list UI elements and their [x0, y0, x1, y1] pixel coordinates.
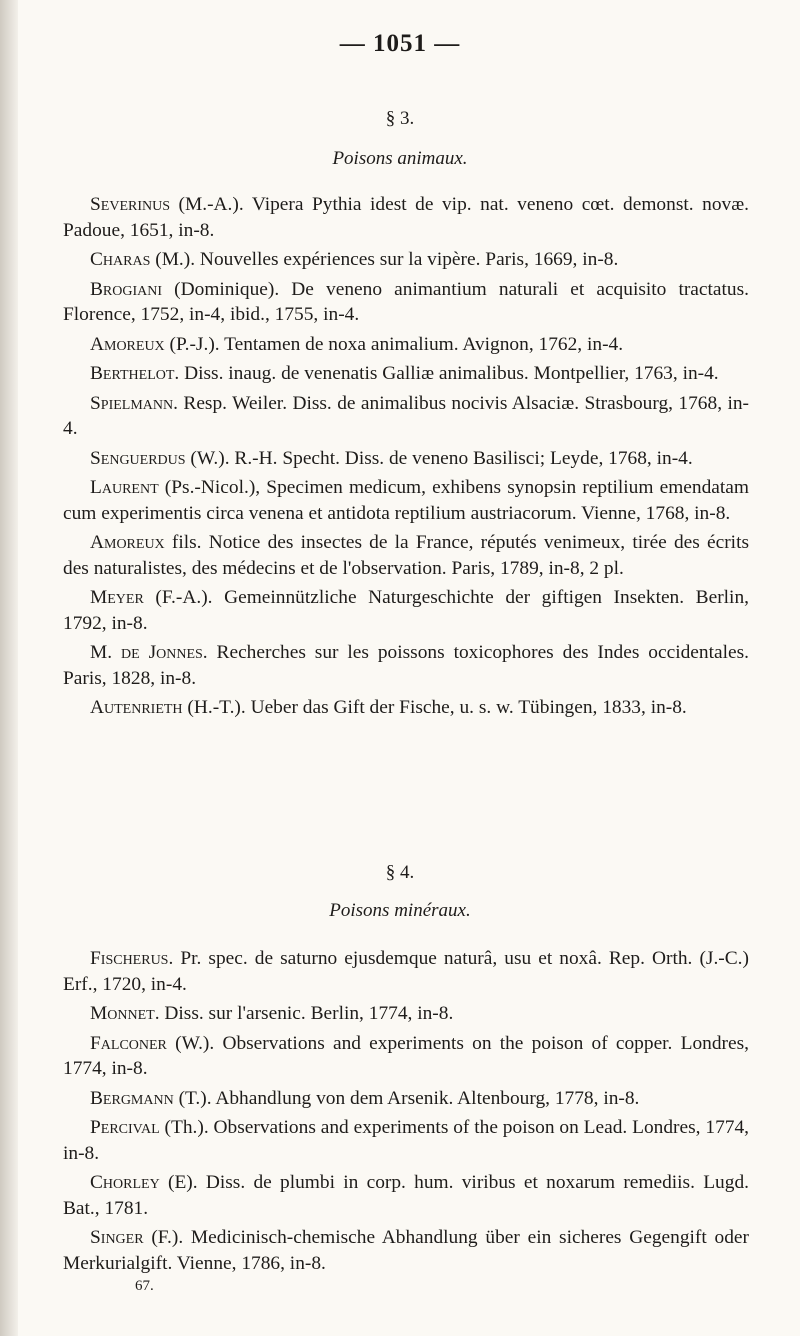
- entry-author: Chorley: [90, 1172, 160, 1193]
- entry-author: Berthelot: [90, 363, 175, 384]
- bibliography-entry: [63, 695, 749, 721]
- section-3-entries: [63, 192, 749, 725]
- entry-text: (F.). Medicinisch-chemische Abhandlung über ein sicheres Gegengift oder Merkurialgift. Vienne, 1786, in-8.: [63, 1227, 749, 1274]
- entry-text: (E). Diss. de plumbi in corp. hum. viribus et noxarum remediis. Lugd. Bat., 1781.: [63, 1172, 749, 1219]
- entry-text: (W.). R.-H. Specht. Diss. de veneno Basilisci; Leyde, 1768, in-4.: [185, 447, 693, 469]
- entry-author: Bergmann: [90, 1087, 174, 1109]
- entry-text: (Dominique). De veneno animantium naturali et acquisito tractatus. Florence, 1752, in-4, ibid., 1755, in-4.: [63, 278, 749, 325]
- entry-text: (P.-J.). Tentamen de noxa animalium. Avignon, 1762, in-4.: [164, 333, 624, 355]
- section-4-entries: [63, 946, 749, 1280]
- entry-author: Brogiani: [90, 278, 163, 300]
- bibliography-entry: [63, 1086, 749, 1112]
- entry-author: Fischerus: [90, 948, 169, 969]
- entry-author: Percival: [90, 1117, 160, 1138]
- entry-text: fils. Notice des insectes de la France, réputés venimeux, tirée des écrits des naturalistes, des médecins et de l'observation. Paris, 1789, in-8, 2 pl.: [63, 532, 749, 579]
- entry-author: Spielmann: [90, 392, 174, 414]
- entry-text: (T.). Abhandlung von dem Arsenik. Altenbourg, 1778, in-8.: [173, 1087, 640, 1109]
- entry-text: (F.-A.). Gemeinnützliche Naturgeschichte der giftigen Insekten. Berlin, 1792, in-8.: [63, 587, 749, 634]
- bibliography-entry: [63, 247, 749, 273]
- bibliography-entry: [63, 277, 749, 328]
- bibliography-entry: [63, 332, 749, 358]
- entry-author: Amoreux: [90, 333, 165, 355]
- entry-text: (M.-A.). Vipera Pythia idest de vip. nat. veneno cœt. demonst. novæ. Padoue, 1651, in-8.: [63, 194, 749, 241]
- entry-author: M. de Jonnes: [90, 642, 203, 663]
- entry-author: Senguerdus: [90, 447, 186, 469]
- entry-text: . Resp. Weiler. Diss. de animalibus nocivis Alsaciæ. Strasbourg, 1768, in-4.: [63, 392, 749, 439]
- bibliography-entry: [63, 1170, 749, 1221]
- section-3-heading: § 3.: [385, 108, 415, 129]
- bibliography-entry: [63, 361, 749, 387]
- entry-author: Meyer: [90, 587, 144, 608]
- bibliography-entry: [63, 946, 749, 997]
- entry-text: (H.-T.). Ueber das Gift der Fische, u. s. w. Tübingen, 1833, in-8.: [182, 697, 687, 718]
- bibliography-entry: [63, 1031, 749, 1082]
- section-4-title: Poisons minéraux.: [329, 900, 471, 921]
- entry-author: Severinus: [90, 194, 171, 215]
- bibliography-entry: [63, 640, 749, 691]
- entry-text: . Diss. sur l'arsenic. Berlin, 1774, in-8.: [154, 1003, 454, 1024]
- section-4-heading: § 4.: [385, 862, 415, 883]
- section-3-title: Poisons animaux.: [332, 148, 468, 169]
- entry-text: . Pr. spec. de saturno ejusdemque naturâ, usu et noxâ. Rep. Orth. (J.-C.) Erf., 1720, in-4.: [63, 948, 749, 995]
- printer-signature: 67.: [135, 1278, 154, 1294]
- bibliography-entry: [63, 1001, 749, 1027]
- entry-text: (Ps.-Nicol.), Specimen medicum, exhibens synopsin reptilium emendatam cum experimentis circa venena et antidota reptilium austriacorum. Vienne, 1768, in-8.: [63, 477, 749, 524]
- bibliography-entry: [63, 475, 749, 526]
- entry-author: Falconer: [90, 1032, 167, 1054]
- entry-author: Amoreux: [90, 532, 165, 553]
- entry-text: (Th.). Observations and experiments of the poison on Lead. Londres, 1774, in-8.: [63, 1117, 749, 1164]
- bibliography-entry: [63, 1225, 749, 1276]
- entry-author: Singer: [90, 1227, 144, 1248]
- entry-author: Laurent: [90, 477, 159, 498]
- entry-author: Autenrieth: [90, 697, 183, 718]
- bibliography-entry: [63, 585, 749, 636]
- entry-author: Monnet: [90, 1003, 155, 1024]
- entry-text: (W.). Observations and experiments on the poison of copper. Londres, 1774, in-8.: [63, 1032, 749, 1079]
- entry-author: Charas: [90, 249, 151, 270]
- bibliography-entry: [63, 192, 749, 243]
- bibliography-entry: [63, 1115, 749, 1166]
- bibliography-entry: [63, 391, 749, 442]
- page-number: — 1051 —: [339, 30, 461, 57]
- entry-text: . Diss. inaug. de venenatis Galliæ animalibus. Montpellier, 1763, in-4.: [174, 363, 719, 384]
- bibliography-entry: [63, 446, 749, 472]
- entry-text: (M.). Nouvelles expériences sur la vipère. Paris, 1669, in-8.: [150, 249, 619, 270]
- bibliography-entry: [63, 530, 749, 581]
- entry-text: . Recherches sur les poissons toxicophores des Indes occidentales. Paris, 1828, in-8.: [63, 642, 749, 689]
